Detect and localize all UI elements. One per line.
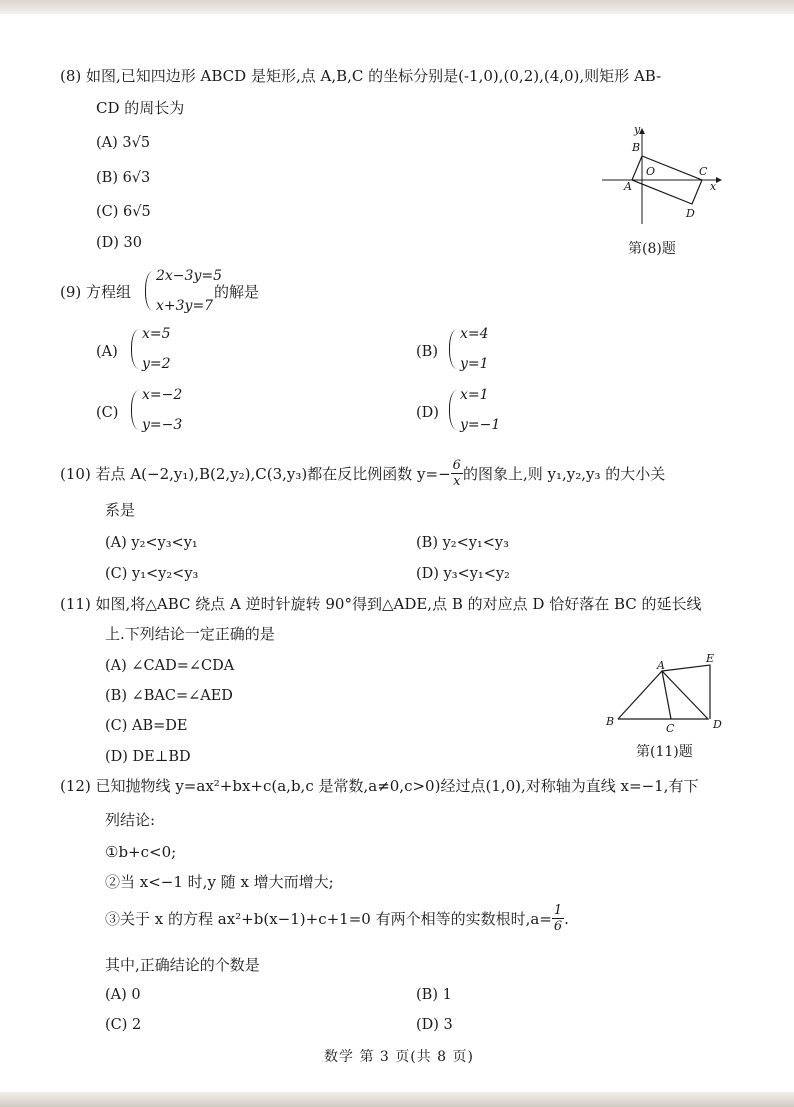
q8-caption: 第(8)题 — [628, 241, 676, 257]
q9-option-a-eq2: y=2 — [142, 356, 171, 372]
q9-option-c-eq1: x=−2 — [142, 387, 183, 403]
q11-label-d: D — [713, 718, 722, 731]
q9-option-a-label: (A) — [96, 344, 118, 360]
q11-figure — [600, 648, 730, 738]
q9-option-b-system — [449, 326, 489, 372]
q10-option-b: (B) y₂<y₁<y₃ — [416, 535, 509, 551]
q8-stem-line2: CD 的周长为 — [96, 99, 185, 117]
q8-option-b: (B) 6√3 — [96, 170, 151, 186]
q9-option-b-eq2: y=1 — [460, 356, 489, 372]
q9-eq1: 2x−3y=5 — [156, 268, 222, 284]
q10-option-a: (A) y₂<y₃<y₁ — [105, 535, 198, 551]
q11-option-b: (B) ∠BAC=∠AED — [105, 688, 233, 704]
q9-option-a-system — [131, 326, 171, 372]
q12-conclusion-2: ②当 x<−1 时,y 随 x 增大而增大; — [105, 873, 334, 891]
q9-system — [145, 268, 222, 314]
q11-caption: 第(11)题 — [636, 744, 693, 760]
q9-prefix: (9) 方程组 — [60, 283, 132, 301]
q12-conclusion-3-pre: ③关于 x 的方程 ax²+b(x−1)+c+1=0 有两个相等的实数根时,a= — [105, 909, 552, 928]
q8-label-o: O — [646, 165, 656, 178]
q9-brace — [145, 271, 153, 311]
q8-stem-line1: (8) 如图,已知四边形 ABCD 是矩形,点 A,B,C 的坐标分别是(-1,0),(0,2),(4,0),则矩形 AB- — [60, 67, 662, 85]
q10-frac-den: x — [453, 474, 461, 489]
q9-option-b-label: (B) — [416, 344, 438, 360]
q12-option-c: (C) 2 — [105, 1017, 142, 1033]
q8-option-c: (C) 6√5 — [96, 204, 151, 220]
q12-stem-line2: 列结论: — [105, 811, 156, 829]
q12-option-b: (B) 1 — [416, 987, 452, 1003]
q11-label-e: E — [706, 652, 715, 665]
q12-fraction — [552, 903, 564, 934]
q9-option-d-eq1: x=1 — [460, 387, 489, 403]
q11-label-a: A — [657, 659, 665, 672]
q8-label-b: B — [632, 141, 641, 154]
q9-option-d-label: (D) — [416, 405, 439, 421]
q9-suffix: 的解是 — [214, 283, 260, 301]
q9-eq2: x+3y=7 — [156, 298, 214, 314]
q10-stem-pre: (10) 若点 A(−2,y₁),B(2,y₂),C(3,y₃)都在反比例函数 y=− — [60, 464, 451, 483]
q8-option-d: (D) 30 — [96, 235, 142, 251]
q9-option-d-eq2: y=−1 — [460, 417, 501, 433]
q12-frac-num: 1 — [553, 903, 563, 918]
q9-option-b-eq1: x=4 — [460, 326, 489, 342]
q10-option-d: (D) y₃<y₁<y₂ — [416, 566, 510, 582]
q8-label-y: y — [634, 123, 641, 136]
q10-fraction — [451, 458, 463, 489]
q12-conclusion-1: ①b+c<0; — [105, 843, 177, 861]
scan-top-edge — [0, 0, 794, 14]
q11-stem-line2: 上.下列结论一定正确的是 — [105, 625, 275, 643]
q8-x-axis-arrow — [716, 177, 722, 183]
q12-stem-line1: (12) 已知抛物线 y=ax²+bx+c(a,b,c 是常数,a≠0,c>0)经过点(1,0),对称轴为直线 x=−1,有下 — [60, 777, 699, 795]
q12-summary: 其中,正确结论的个数是 — [105, 956, 260, 974]
q11-option-c: (C) AB=DE — [105, 718, 188, 734]
q11-stem-line1: (11) 如图,将△ABC 绕点 A 逆时针旋转 90°得到△ADE,点 B 的对应点 D 恰好落在 BC 的延长线 — [60, 595, 702, 613]
q10-option-c: (C) y₁<y₂<y₃ — [105, 566, 199, 582]
q12-option-a: (A) 0 — [105, 987, 141, 1003]
q8-label-c: C — [699, 165, 708, 178]
q11-label-b: B — [606, 715, 615, 728]
q12-frac-den: 6 — [553, 919, 563, 934]
scan-bottom-edge — [0, 1092, 794, 1107]
q9-option-a-eq1: x=5 — [142, 326, 171, 342]
q8-figure — [598, 120, 728, 225]
q10-stem-line2: 系是 — [105, 501, 136, 519]
q12-conclusion-3 — [105, 903, 569, 934]
q8-label-x: x — [710, 180, 717, 193]
q9-option-c-eq2: y=−3 — [142, 417, 183, 433]
q9-option-c-system — [131, 387, 182, 433]
q11-option-d: (D) DE⊥BD — [105, 749, 191, 765]
q10-stem-line1 — [60, 458, 665, 489]
q8-label-a: A — [624, 180, 632, 193]
page-footer: 数学 第 3 页(共 8 页) — [324, 1049, 474, 1065]
q9-option-c-label: (C) — [96, 405, 119, 421]
q8-option-a: (A) 3√5 — [96, 135, 151, 151]
q11-option-a: (A) ∠CAD=∠CDA — [105, 658, 235, 674]
q8-label-d: D — [686, 207, 695, 220]
q12-conclusion-3-post: . — [564, 909, 569, 928]
q9-option-d-system — [449, 387, 500, 433]
q10-frac-num: 6 — [452, 458, 461, 473]
q11-label-c: C — [666, 722, 675, 735]
q12-option-d: (D) 3 — [416, 1017, 453, 1033]
q10-stem-post: 的图象上,则 y₁,y₂,y₃ 的大小关 — [462, 464, 666, 483]
